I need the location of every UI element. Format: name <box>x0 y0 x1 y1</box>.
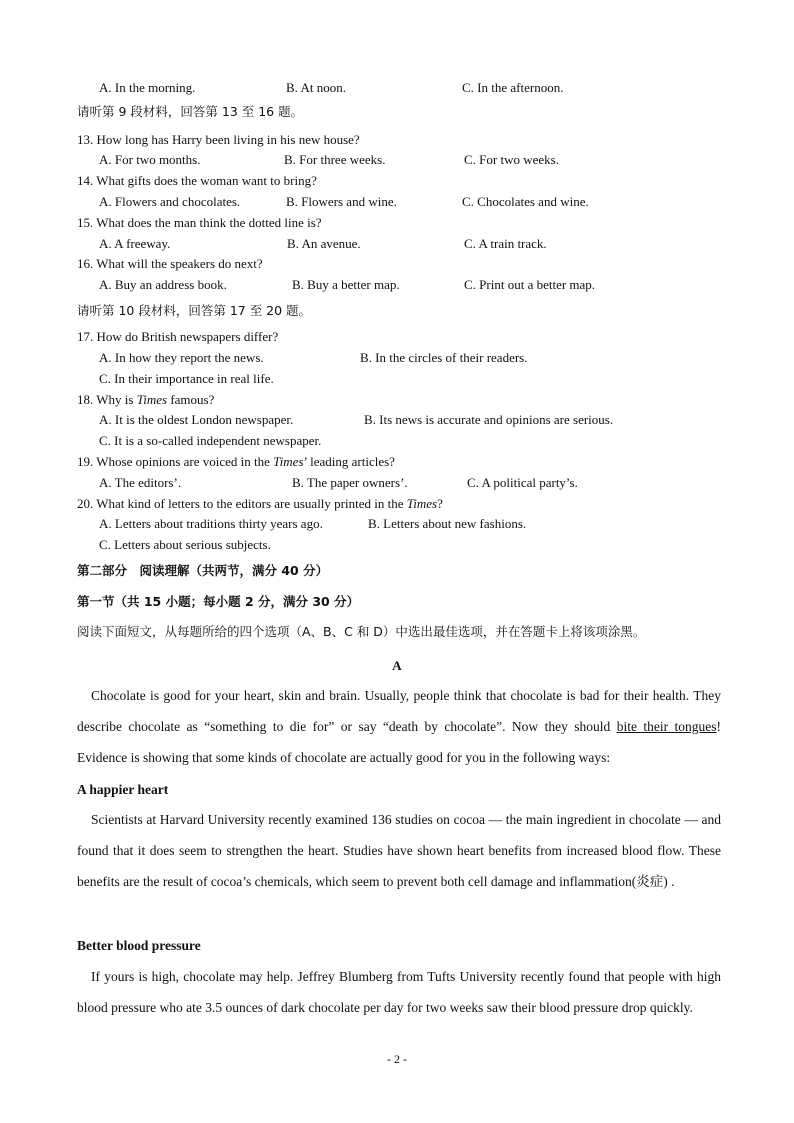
q17-option-c: C. In their importance in real life. <box>99 371 274 386</box>
q20-option-c: C. Letters about serious subjects. <box>99 537 271 552</box>
q12-option-a: A. In the morning. <box>99 80 196 95</box>
instruction-passage-10: 请听第 10 段材料，回答第 17 至 20 题。 <box>77 303 312 318</box>
q16-option-c: C. Print out a better map. <box>464 277 596 292</box>
q18-option-c: C. It is a so-called independent newspaper. <box>99 433 322 448</box>
newspaper-name: Times <box>136 392 168 407</box>
q17-option-b: B. In the circles of their readers. <box>360 350 528 365</box>
subheading-blood-pressure: Better blood pressure <box>77 938 201 953</box>
q14-stem: 14. What gifts does the woman want to bring? <box>77 173 317 188</box>
newspaper-name: Times <box>273 454 304 469</box>
q13-stem: 13. How long has Harry been living in his new house? <box>77 132 360 147</box>
q19-option-b: B. The paper owners’. <box>292 475 408 490</box>
q12-option-b: B. At noon. <box>286 80 346 95</box>
subheading-happier-heart: A happier heart <box>77 782 169 797</box>
q19-option-c: C. A political party’s. <box>467 475 578 490</box>
q20-option-b: B. Letters about new fashions. <box>368 516 527 531</box>
section-one-title: 第一节（共 15 小题；每小题 2 分，满分 30 分） <box>77 594 360 609</box>
newspaper-name: Times <box>406 496 438 511</box>
page-number: - 2 - <box>387 1052 407 1066</box>
q13-option-b: B. For three weeks. <box>284 152 386 167</box>
passage-label: A <box>392 658 402 673</box>
q13-option-a: A. For two months. <box>99 152 201 167</box>
part-two-title: 第二部分 阅读理解（共两节，满分 40 分） <box>77 563 329 578</box>
q18-stem: 18. Why is Times famous? <box>77 392 215 407</box>
q14-option-b: B. Flowers and wine. <box>286 194 397 209</box>
q16-option-a: A. Buy an address book. <box>99 277 227 292</box>
q13-option-c: C. For two weeks. <box>464 152 559 167</box>
q14-option-a: A. Flowers and chocolates. <box>99 194 241 209</box>
reading-instruction: 阅读下面短文，从每题所给的四个选项（A、B、C 和 D）中选出最佳选项，并在答题卡上将该项涂黑。 <box>77 624 646 639</box>
q17-stem: 17. How do British newspapers differ? <box>77 329 279 344</box>
passage-paragraph-1: Chocolate is good for your heart, skin and brain. Usually, people think that chocolate is bad for their health. They describe chocolate as “something to die for” or say “death by chocolate”. Now they should bite their tongues! Evidence is showing that some kinds of chocolate are actually good for you in the following ways: <box>77 688 721 765</box>
q20-option-a: A. Letters about traditions thirty years ago. <box>99 516 323 531</box>
q18-option-b: B. Its news is accurate and opinions are serious. <box>364 412 614 427</box>
q15-stem: 15. What does the man think the dotted line is? <box>77 215 322 230</box>
q19-stem: 19. Whose opinions are voiced in the Times’ leading articles? <box>77 454 395 469</box>
q15-option-a: A. A freeway. <box>99 236 171 251</box>
passage-paragraph-3: If yours is high, chocolate may help. Jeffrey Blumberg from Tufts University recently found that people with high blood pressure who ate 3.5 ounces of dark chocolate per day for two weeks saw their blood pressure drop quickly. <box>77 969 721 1015</box>
q18-option-a: A. It is the oldest London newspaper. <box>99 412 294 427</box>
q17-option-a: A. In how they report the news. <box>99 350 264 365</box>
q20-stem: 20. What kind of letters to the editors are usually printed in the Times? <box>77 496 443 511</box>
passage-paragraph-2: Scientists at Harvard University recently examined 136 studies on cocoa — the main ingredient in chocolate — and found that it does seem to strengthen the heart. Studies have shown heart benefits from increased blood flow. These benefits are the result of cocoa’s chemicals, which seem to prevent both cell damage and inflammation(炎症) . <box>77 812 721 889</box>
q15-option-c: C. A train track. <box>464 236 547 251</box>
underlined-phrase: bite their tongues <box>616 719 717 734</box>
q12-option-c: C. In the afternoon. <box>462 80 564 95</box>
instruction-passage-9: 请听第 9 段材料，回答第 13 至 16 题。 <box>77 104 304 119</box>
q15-option-b: B. An avenue. <box>287 236 361 251</box>
q16-option-b: B. Buy a better map. <box>292 277 400 292</box>
q14-option-c: C. Chocolates and wine. <box>462 194 589 209</box>
q16-stem: 16. What will the speakers do next? <box>77 256 263 271</box>
q19-option-a: A. The editors’. <box>99 475 182 490</box>
